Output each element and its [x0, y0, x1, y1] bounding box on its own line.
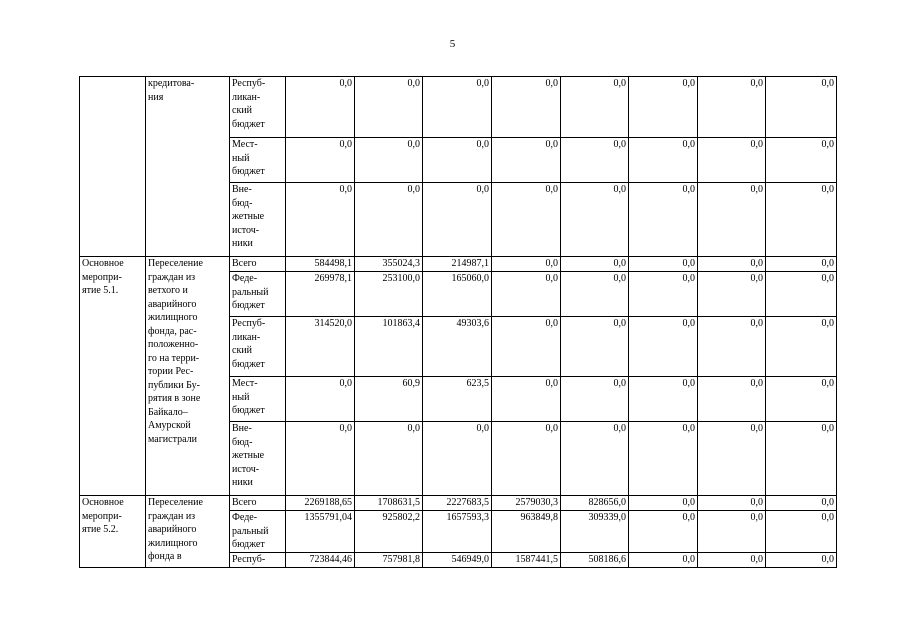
- value-cell: 0,0: [698, 511, 766, 553]
- value-cell: 0,0: [423, 138, 492, 183]
- value-cell: 0,0: [355, 422, 423, 496]
- funding-source-cell: Феде- ральный бюджет: [230, 511, 286, 553]
- table-row: [80, 496, 837, 511]
- funding-source-cell: Респуб- ликан- ский бюджет: [230, 77, 286, 138]
- value-cell: 60,9: [355, 377, 423, 422]
- program-cell: Переселение граждан из ветхого и аварийного жилищного фонда, рас- положенно- го на терри- тории Рес- публики Бу- рятия в зоне Байкало– Амурской магистрали: [146, 257, 230, 496]
- funding-source-cell: Всего: [230, 496, 286, 511]
- value-cell: 0,0: [698, 553, 766, 568]
- measure-cell: Основное меропри- ятие 5.2.: [80, 496, 146, 568]
- value-cell: 49303,6: [423, 317, 492, 377]
- value-cell: 0,0: [766, 553, 837, 568]
- value-cell: 355024,3: [355, 257, 423, 272]
- funding-source-cell: Мест- ный бюджет: [230, 138, 286, 183]
- measure-cell: Основное меропри- ятие 5.1.: [80, 257, 146, 496]
- value-cell: 0,0: [698, 183, 766, 257]
- value-cell: 314520,0: [286, 317, 355, 377]
- value-cell: 828656,0: [561, 496, 629, 511]
- value-cell: 0,0: [492, 183, 561, 257]
- value-cell: 0,0: [629, 422, 698, 496]
- value-cell: 0,0: [423, 77, 492, 138]
- value-cell: 0,0: [423, 183, 492, 257]
- value-cell: 309339,0: [561, 511, 629, 553]
- funding-source-cell: Респуб-: [230, 553, 286, 568]
- value-cell: 0,0: [561, 138, 629, 183]
- value-cell: 0,0: [286, 138, 355, 183]
- value-cell: 0,0: [492, 272, 561, 317]
- value-cell: 0,0: [629, 553, 698, 568]
- page-number: 5: [449, 38, 456, 50]
- value-cell: 0,0: [492, 77, 561, 138]
- value-cell: 0,0: [766, 422, 837, 496]
- value-cell: 546949,0: [423, 553, 492, 568]
- value-cell: 0,0: [286, 77, 355, 138]
- value-cell: 925802,2: [355, 511, 423, 553]
- value-cell: 214987,1: [423, 257, 492, 272]
- value-cell: 0,0: [561, 422, 629, 496]
- value-cell: 0,0: [492, 422, 561, 496]
- value-cell: 0,0: [492, 257, 561, 272]
- value-cell: 0,0: [629, 511, 698, 553]
- funding-source-cell: Всего: [230, 257, 286, 272]
- value-cell: 0,0: [561, 183, 629, 257]
- funding-source-cell: Вне- бюд- жетные источ- ники: [230, 183, 286, 257]
- value-cell: 0,0: [629, 183, 698, 257]
- funding-source-cell: Вне- бюд- жетные источ- ники: [230, 422, 286, 496]
- value-cell: 0,0: [561, 377, 629, 422]
- value-cell: 0,0: [492, 138, 561, 183]
- value-cell: 0,0: [766, 138, 837, 183]
- value-cell: 0,0: [286, 377, 355, 422]
- value-cell: 253100,0: [355, 272, 423, 317]
- value-cell: 508186,6: [561, 553, 629, 568]
- value-cell: 0,0: [629, 257, 698, 272]
- value-cell: 0,0: [355, 138, 423, 183]
- value-cell: 1708631,5: [355, 496, 423, 511]
- value-cell: 2269188,65: [286, 496, 355, 511]
- measure-cell-empty: [80, 77, 146, 257]
- value-cell: 0,0: [286, 183, 355, 257]
- value-cell: 0,0: [766, 377, 837, 422]
- value-cell: 2227683,5: [423, 496, 492, 511]
- value-cell: 0,0: [355, 183, 423, 257]
- value-cell: 963849,8: [492, 511, 561, 553]
- value-cell: 0,0: [698, 138, 766, 183]
- funding-source-cell: Респуб- ликан- ский бюджет: [230, 317, 286, 377]
- value-cell: 0,0: [629, 138, 698, 183]
- value-cell: 0,0: [561, 257, 629, 272]
- value-cell: 2579030,3: [492, 496, 561, 511]
- value-cell: 0,0: [629, 272, 698, 317]
- value-cell: 0,0: [766, 496, 837, 511]
- funding-source-cell: Феде- ральный бюджет: [230, 272, 286, 317]
- value-cell: 0,0: [766, 183, 837, 257]
- value-cell: 0,0: [698, 377, 766, 422]
- value-cell: 0,0: [698, 257, 766, 272]
- value-cell: 0,0: [766, 317, 837, 377]
- value-cell: 101863,4: [355, 317, 423, 377]
- value-cell: 0,0: [766, 257, 837, 272]
- funding-source-cell: Мест- ный бюджет: [230, 377, 286, 422]
- value-cell: 0,0: [355, 77, 423, 138]
- value-cell: 0,0: [629, 77, 698, 138]
- value-cell: 165060,0: [423, 272, 492, 317]
- budget-table: [79, 76, 837, 568]
- value-cell: 0,0: [423, 422, 492, 496]
- value-cell: 0,0: [766, 77, 837, 138]
- value-cell: 723844,46: [286, 553, 355, 568]
- value-cell: 0,0: [492, 377, 561, 422]
- value-cell: 0,0: [492, 317, 561, 377]
- table-row: [80, 77, 837, 138]
- value-cell: 0,0: [629, 496, 698, 511]
- value-cell: 0,0: [698, 272, 766, 317]
- program-cell: кредитова- ния: [146, 77, 230, 257]
- value-cell: 623,5: [423, 377, 492, 422]
- value-cell: 1587441,5: [492, 553, 561, 568]
- table-row: [80, 257, 837, 272]
- value-cell: 0,0: [629, 377, 698, 422]
- value-cell: 757981,8: [355, 553, 423, 568]
- value-cell: 0,0: [561, 317, 629, 377]
- value-cell: 0,0: [561, 77, 629, 138]
- value-cell: 0,0: [766, 272, 837, 317]
- value-cell: 269978,1: [286, 272, 355, 317]
- value-cell: 584498,1: [286, 257, 355, 272]
- value-cell: 0,0: [561, 272, 629, 317]
- value-cell: 0,0: [698, 317, 766, 377]
- value-cell: 0,0: [629, 317, 698, 377]
- program-cell: Переселение граждан из аварийного жилищного фонда в: [146, 496, 230, 568]
- value-cell: 1657593,3: [423, 511, 492, 553]
- value-cell: 0,0: [698, 422, 766, 496]
- value-cell: 0,0: [766, 511, 837, 553]
- value-cell: 0,0: [698, 77, 766, 138]
- value-cell: 1355791,04: [286, 511, 355, 553]
- value-cell: 0,0: [698, 496, 766, 511]
- value-cell: 0,0: [286, 422, 355, 496]
